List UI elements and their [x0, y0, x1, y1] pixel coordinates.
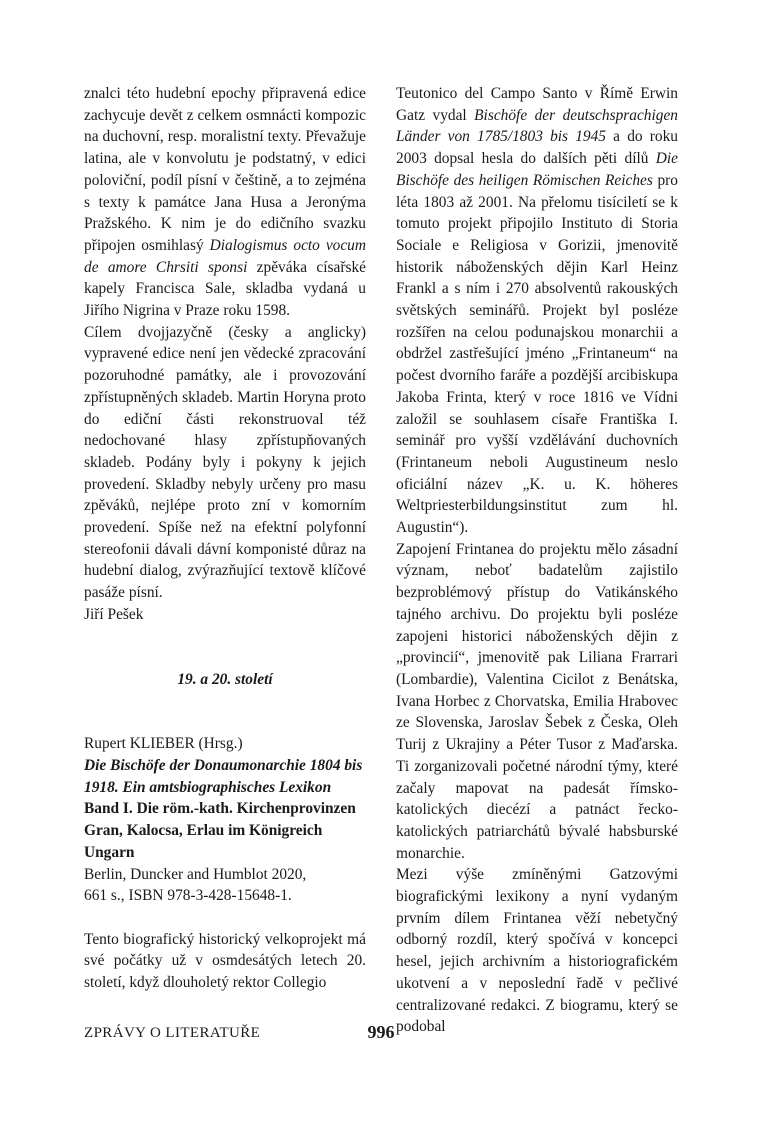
right-paragraph-3: Mezi výše zmíněnými Gatzovými biografickými lexikony a nyní vydaným prvním dílem Frintanea věží nebetyčný odborný rozdíl, který spočívá v koncepci hesel, jejich archivním a historiografickém ukotvení a v neposlední řadě v pečlivé centralizované redakci. Z biogramu, který se podobal	[396, 866, 678, 1036]
journal-name: ZPRÁVY O LITERATUŘE	[84, 1025, 261, 1041]
gatz-title-2: Die Bischöfe des heiligen Römischen Reiches	[396, 150, 678, 189]
dialogismus-title: Dialogismus octo vocum de amore Chrsiti sponsi	[84, 236, 366, 276]
left-paragraph-1	[84, 83, 366, 322]
left-column	[84, 83, 366, 994]
left-paragraph-3: Tento biografický historický velkoprojekt má své počátky už v osmdesátých letech 20. století, když dlouholetý rektor Collegio	[84, 930, 366, 991]
left-paragraph-2: Cílem dvojjazyčně (česky a anglicky) vypravené edice není jen vědecké zpracování pozoruhodné památky, ale i provozování zpřístupněných skladeb. Martin Horyna proto do ediční části rekonstruoval též nedochované hlasy zpřístupňovaných skladeb. Podány byly i pokyny k jejich provedení. Skladby nebyly určeny pro masu zpěváků, nejlépe proto zní v komorním provedení. Spíše než na efektní polyfonní stereofonii dávali dávní komponisté důraz na hudební dialog, zvýrazňující textově klíčové pasáže písní.	[84, 323, 366, 602]
right-paragraph-1	[396, 83, 678, 539]
bibliographic-entry	[84, 733, 366, 907]
bib-volume: Band I. Die röm.-kath. Kirchenprovinzen Gran, Kalocsa, Erlau im Königreich Ungarn	[84, 800, 356, 861]
page-number: 996	[367, 1022, 395, 1042]
section-heading: 19. a 20. století	[177, 670, 273, 688]
right-paragraph-2: Zapojení Frintanea do projektu mělo zásadní význam, neboť badatelům zajistilo bezproblémový přístup do Vatikánského tajného archivu. Do projektu byli posléze zapojeni historici náboženských dějin z „provincií“, jmenovitě pak Liliana Frarrari (Lombardie), Valentina Cicilot z Benátska, Ivana Horbec z Chorvatska, Emilia Hrabovec ze Slovenska, Jaroslav Šebek z Česka, Oleh Turij z Ukrajiny a Péter Tusor z Maďarska. Ti zorganizovali početné národní týmy, které začaly mapovat na padesát římsko-katolických diecézí a patnáct řecko-katolických patriarchátů bývalé habsburské monarchie.	[396, 540, 678, 862]
left-paragraph-1-end: zpěváka císařské kapely Francisca Sale, skladba vydaná u Jiřího Nigrina v Praze roku 1598.	[84, 258, 366, 320]
left-paragraph-1-text: znalci této hudební epochy připravená edice zachycuje devět z celkem osmnácti kompozic na duchovní, resp. moralistní texty. Převažuje latina, ale v konvolutu je podstatný, v edici poloviční, podíl písní v češtině, a to zejména s texty k památce Jana Husa a Jeronýma Pražského. K nim je do edičního svazku připojen osmihlasý	[84, 85, 366, 254]
review-signature: Jiří Pešek	[84, 605, 144, 623]
right-column	[396, 83, 678, 1038]
right-paragraph-1-b: a do roku 2003 dopsal hesla do dalších pěti dílů	[396, 128, 678, 168]
bib-author: Rupert KLIEBER (Hrsg.)	[84, 735, 243, 753]
bib-title: Die Bischöfe der Donaumonarchie 1804 bis 1918. Ein amtsbiographisches Lexikon	[84, 756, 363, 796]
bib-pages: 661 s., ISBN 978-3-428-15648-1.	[84, 887, 292, 905]
gatz-title-1: Bischöfe der deutschsprachigen Länder von 1785/1803 bis 1945	[396, 106, 678, 146]
bib-publisher: Berlin, Duncker and Humblot 2020,	[84, 865, 307, 883]
right-paragraph-1-a: Teutonico del Campo Santo v Římě Erwin Gatz vydal	[396, 85, 678, 124]
right-paragraph-1-c: pro léta 1803 až 2001. Na přelomu tisíciletí se k tomuto projekt připojilo Instituto di Storia Sociale e Religiosa v Gorizii, jmenovitě historik náboženských dějin Karl Heinz Frankl a s ním i 270 absolventů rakouských světských seminářů. Projekt byl posléze rozšířen na celou podunajskou monarchii a obdržel zastřešující jméno „Frintaneum“ na počest dvorního faráře a pozdější arcibiskupa Jakoba Frinta, který v roce 1816 ve Vídni založil se souhlasem císaře Františka I. seminář pro vyšší vzdělávání duchovních (Frintaneum neboli Augustineum neslo oficiální název „K. u. K. höheres Weltpriesterbildungsinstitut zum hl. Augustin“).	[396, 171, 678, 537]
